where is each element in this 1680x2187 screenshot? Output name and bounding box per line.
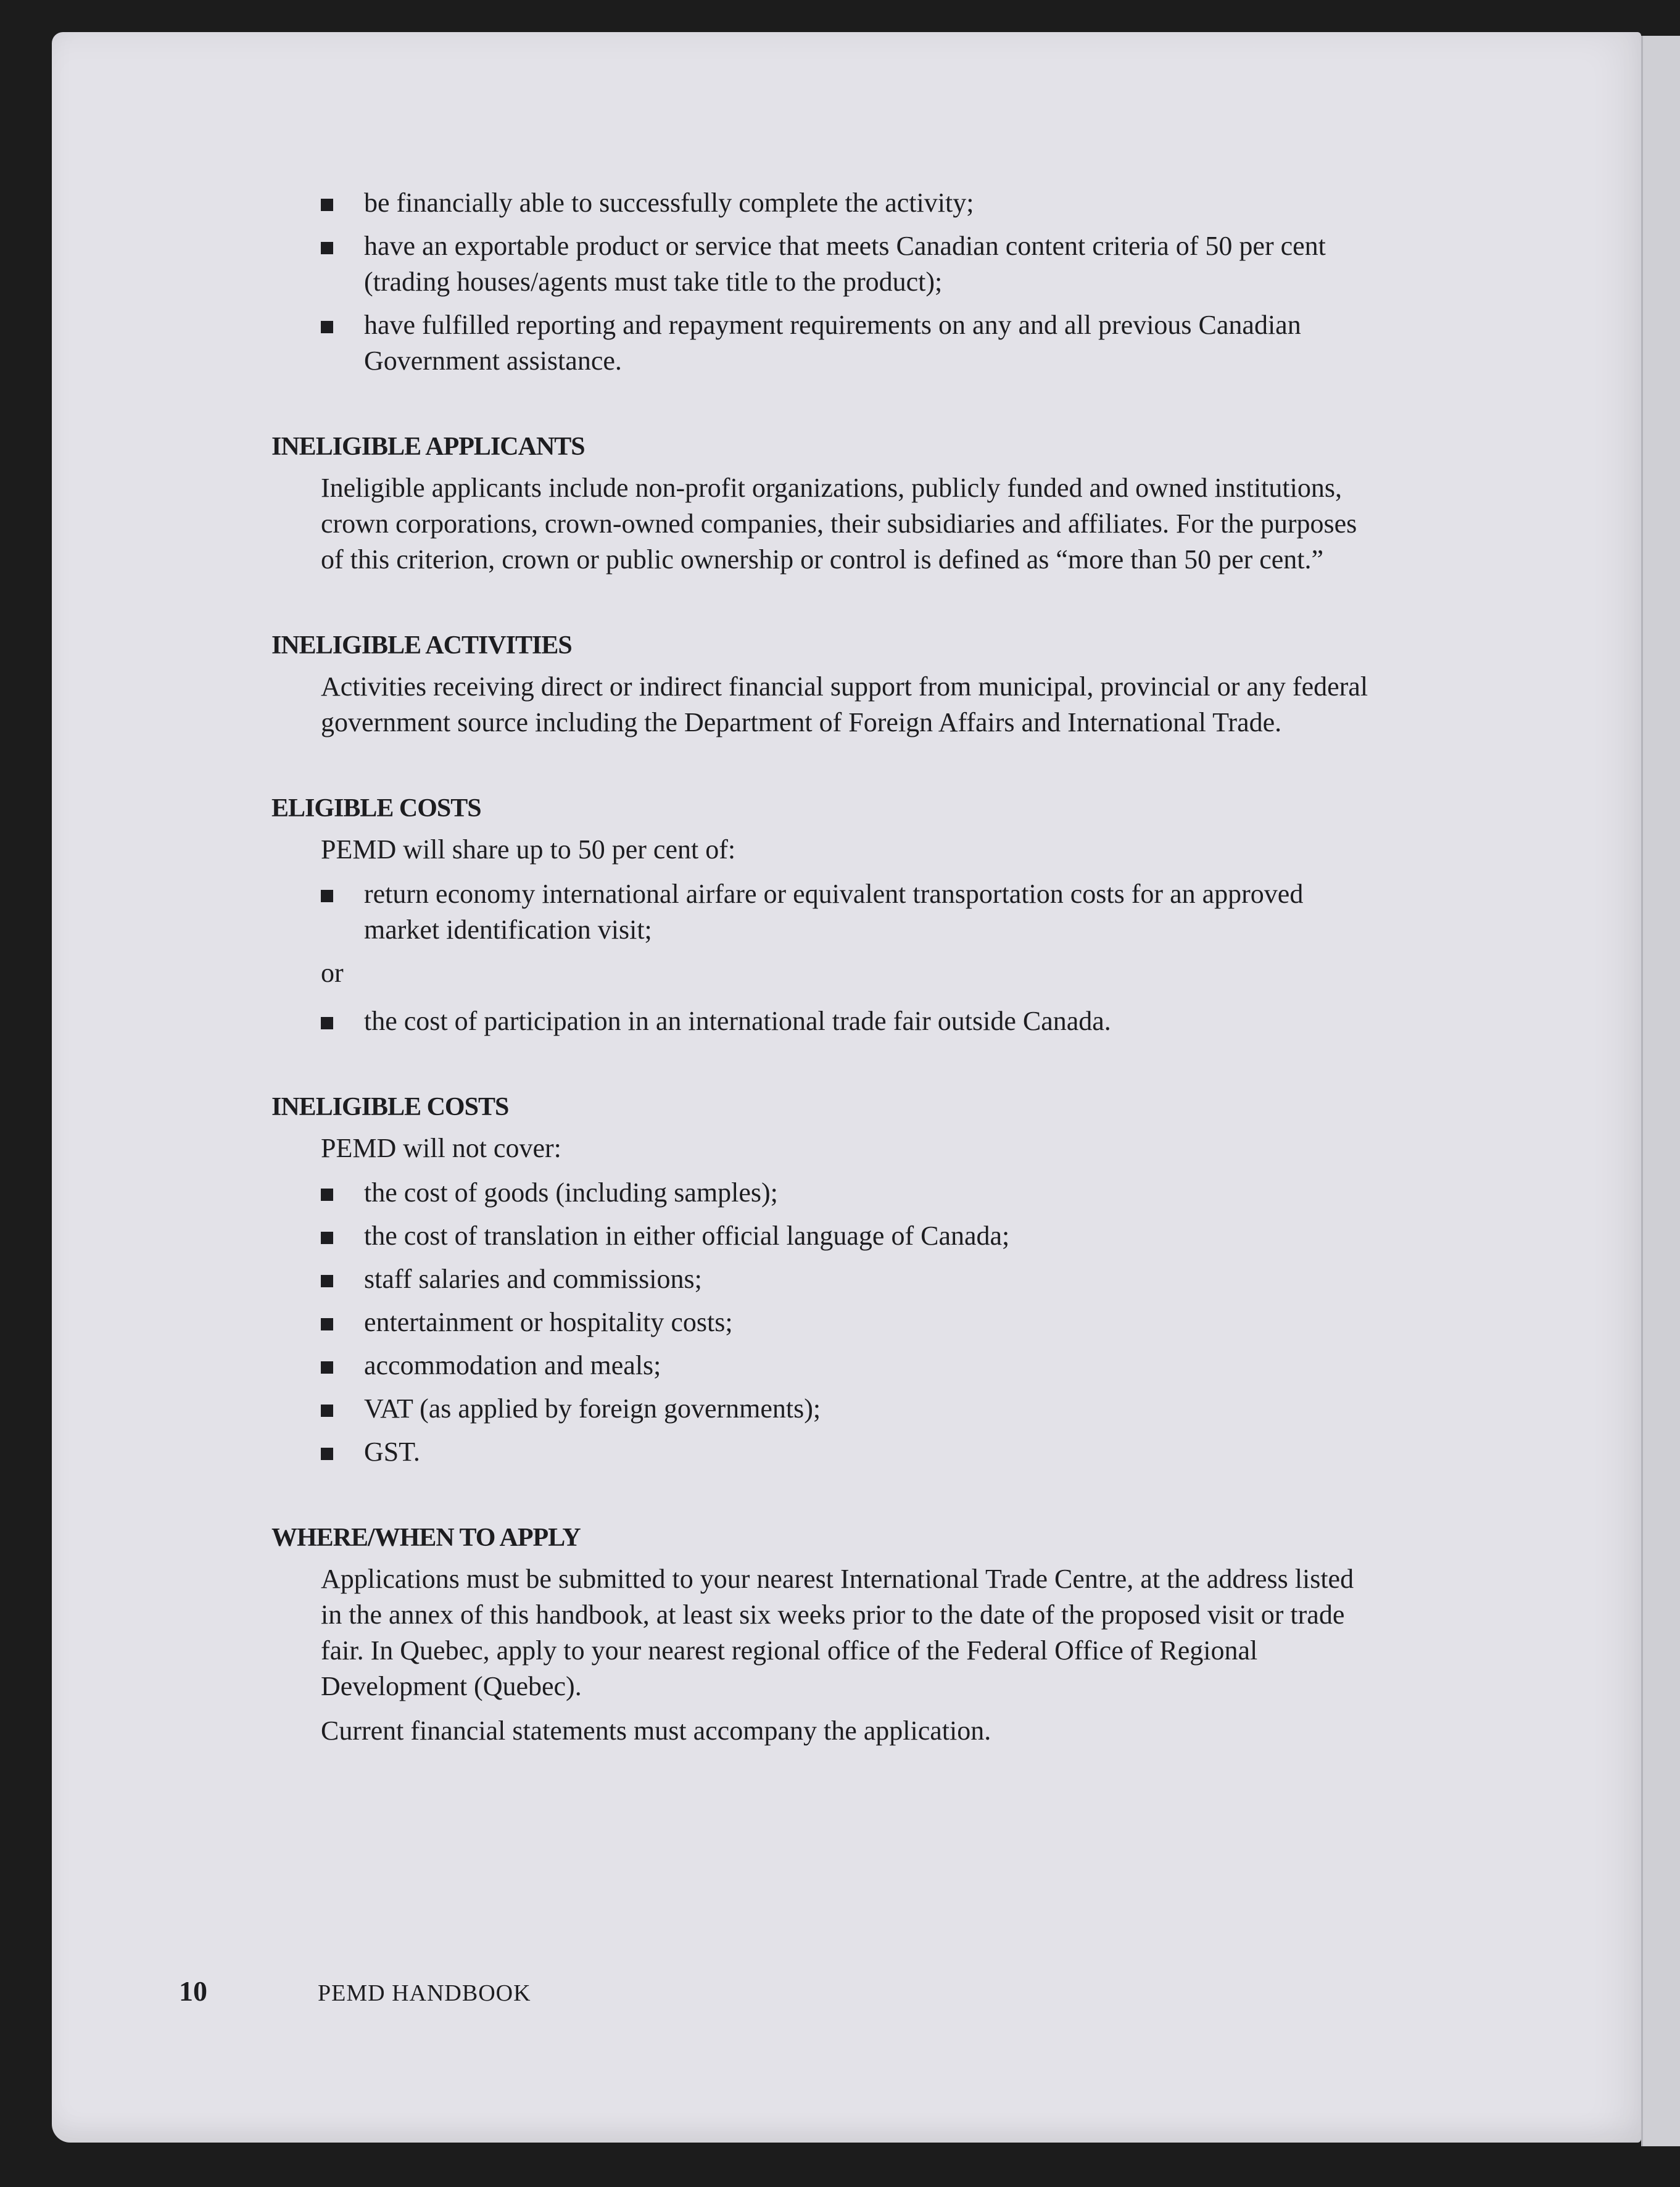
section-ineligible-activities [271,631,1370,741]
list-item: the cost of participation in an international trade fair outside Canada. [321,1003,1370,1039]
bullet-square-icon [321,890,333,902]
section-heading: INELIGIBLE APPLICANTS [271,433,585,461]
list-item: be financially able to successfully complete the activity; [321,185,1370,221]
section-heading: INELIGIBLE COSTS [271,1093,509,1121]
page-number: 10 [179,1975,207,2007]
section-intro: PEMD will not cover: [321,1133,561,1163]
list-item: have an exportable product or service that meets Canadian content criteria of 50 per cent (trading houses/agents must take title to the product); [321,228,1370,300]
page-edge [1641,36,1680,2146]
ineligible-costs-list [321,1175,1370,1470]
running-title: PEMD HANDBOOK [318,1980,531,2006]
bullet-square-icon [321,242,333,254]
list-item: the cost of goods (including samples); [321,1175,1370,1211]
section-heading: INELIGIBLE ACTIVITIES [271,631,572,660]
list-item: return economy international airfare or equivalent transportation costs for an approved market identification visit; [321,876,1370,948]
section-paragraph: Activities receiving direct or indirect financial support from municipal, provincial or any federal government source including the Department of Foreign Affairs and International Trade. [321,671,1368,737]
bullet-square-icon [321,1189,333,1201]
bullet-square-icon [321,1318,333,1330]
section-ineligible-applicants [271,432,1370,578]
bullet-square-icon [321,321,333,333]
section-paragraph: Current financial statements must accompany the application. [321,1716,991,1746]
list-item: VAT (as applied by foreign governments); [321,1391,1370,1427]
section-ineligible-costs [271,1092,1370,1470]
section-intro: PEMD will share up to 50 per cent of: [321,834,736,865]
list-item: staff salaries and commissions; [321,1261,1370,1297]
bullet-square-icon [321,1275,333,1287]
section-where-when [271,1523,1370,1749]
section-heading: ELIGIBLE COSTS [271,794,481,823]
intro-bullet-list [321,185,1370,379]
section-paragraph: Ineligible applicants include non-profit organizations, publicly funded and owned institutions, crown corporations, crown-owned companies, their subsidiaries and affiliates. For the purposes of this criterion, crown or public ownership or control is defined as “more than 50 per cent.” [321,473,1357,575]
eligible-costs-list-alt [321,1003,1370,1039]
list-item: accommodation and meals; [321,1348,1370,1384]
page-content [271,185,1370,1757]
page-footer [179,1975,1043,2012]
bullet-square-icon [321,199,333,211]
bullet-square-icon [321,1361,333,1374]
bullet-square-icon [321,1017,333,1029]
or-separator: or [321,958,344,988]
list-item: GST. [321,1434,1370,1470]
section-heading: WHERE/WHEN TO APPLY [271,1524,581,1552]
bullet-square-icon [321,1232,333,1244]
list-item: have fulfilled reporting and repayment requirements on any and all previous Canadian Government assistance. [321,307,1370,379]
bullet-square-icon [321,1448,333,1460]
bullet-square-icon [321,1405,333,1417]
list-item: entertainment or hospitality costs; [321,1305,1370,1340]
section-paragraph: Applications must be submitted to your nearest International Trade Centre, at the address listed in the annex of this handbook, at least six weeks prior to the date of the proposed visit or trade fair. In Quebec, apply to your nearest regional office of the Federal Office of Regional Development (Quebec). [321,1564,1354,1701]
eligible-costs-list [321,876,1370,948]
section-eligible-costs [271,794,1370,1039]
list-item: the cost of translation in either official language of Canada; [321,1218,1370,1254]
